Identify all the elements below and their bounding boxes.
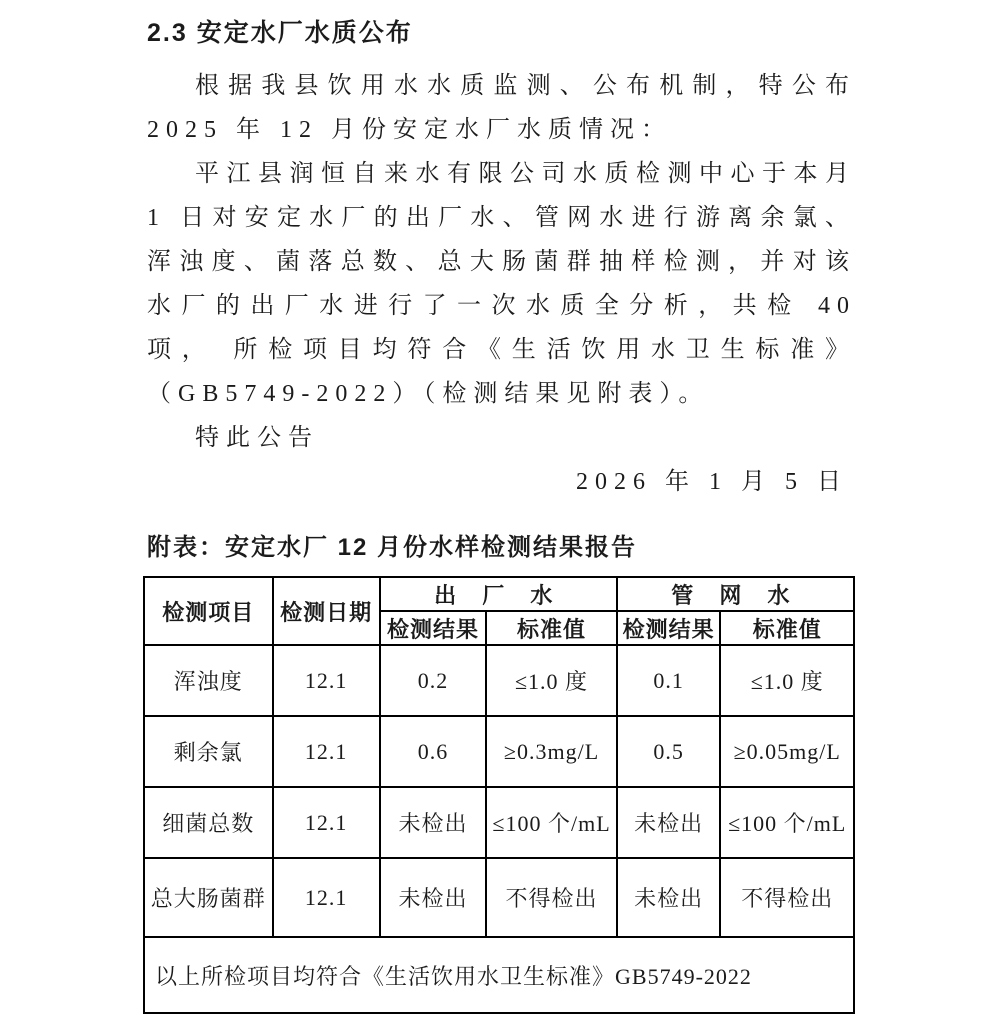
- cell-network-standard: ≤100 个/mL: [720, 787, 854, 858]
- table-compliance-note: 以上所检项目均符合《生活饮用水卫生标准》GB5749-2022: [144, 937, 854, 1013]
- cell-outlet-standard: ≤100 个/mL: [486, 787, 617, 858]
- col-group-outlet-water: 出 厂 水: [380, 577, 617, 611]
- cell-outlet-standard: ≤1.0 度: [486, 645, 617, 716]
- cell-date: 12.1: [273, 787, 380, 858]
- cell-item: 浑浊度: [144, 645, 273, 716]
- table-row-total-coliform: [144, 858, 854, 937]
- cell-outlet-result: 未检出: [380, 858, 487, 937]
- table-footer-row: [144, 937, 854, 1013]
- table-body: [144, 645, 854, 1013]
- cell-date: 12.1: [273, 716, 380, 787]
- section-heading: 2.3 安定水厂水质公布: [147, 19, 413, 47]
- col-header-test-date: 检测日期: [273, 577, 380, 645]
- cell-item: 剩余氯: [144, 716, 273, 787]
- table-header: [144, 577, 854, 645]
- col-header-network-standard: 标准值: [720, 611, 854, 645]
- col-header-outlet-result: 检测结果: [380, 611, 487, 645]
- col-group-pipe-network-water: 管 网 水: [617, 577, 854, 611]
- col-header-network-result: 检测结果: [617, 611, 721, 645]
- cell-date: 12.1: [273, 858, 380, 937]
- cell-item: 总大肠菌群: [144, 858, 273, 937]
- cell-outlet-result: 未检出: [380, 787, 487, 858]
- cell-network-standard: 不得检出: [720, 858, 854, 937]
- paragraph-testing-details: 平江县润恒自来水有限公司水质检测中心于本月 1 日对安定水厂的出厂水、管网水进行游离余氯、浑浊度、菌落总数、总大肠菌群抽样检测，并对该水厂的出厂水进行了一次水质全分析，共检 40 项， 所检项目均符合《生活饮用水卫生标准》（GB5749-2022）（检测结果见附表）。: [147, 161, 856, 407]
- paragraph-announcement-intro: 根据我县饮用水水质监测、公布机制，特公布 2025 年 12 月份安定水厂水质情况：: [147, 73, 856, 143]
- water-quality-table: [143, 576, 855, 1014]
- cell-network-result: 未检出: [617, 858, 721, 937]
- cell-outlet-standard: 不得检出: [486, 858, 617, 937]
- table-row-turbidity: [144, 645, 854, 716]
- col-header-test-item: 检测项目: [144, 577, 273, 645]
- cell-network-result: 0.1: [617, 645, 721, 716]
- cell-network-result: 0.5: [617, 716, 721, 787]
- header-row-groups: [144, 577, 854, 611]
- cell-network-result: 未检出: [617, 787, 721, 858]
- cell-network-standard: ≥0.05mg/L: [720, 716, 854, 787]
- announcement-date: 2026 年 1 月 5 日: [576, 469, 848, 495]
- cell-item: 细菌总数: [144, 787, 273, 858]
- cell-outlet-standard: ≥0.3mg/L: [486, 716, 617, 787]
- cell-network-standard: ≤1.0 度: [720, 645, 854, 716]
- table-title: 附表：安定水厂 12 月份水样检测结果报告: [147, 534, 638, 561]
- col-header-outlet-standard: 标准值: [486, 611, 617, 645]
- cell-outlet-result: 0.2: [380, 645, 487, 716]
- table-row-residual-chlorine: [144, 716, 854, 787]
- paragraph-closing: 特此公告: [195, 425, 319, 451]
- cell-date: 12.1: [273, 645, 380, 716]
- cell-outlet-result: 0.6: [380, 716, 487, 787]
- table-row-bacteria-count: [144, 787, 854, 858]
